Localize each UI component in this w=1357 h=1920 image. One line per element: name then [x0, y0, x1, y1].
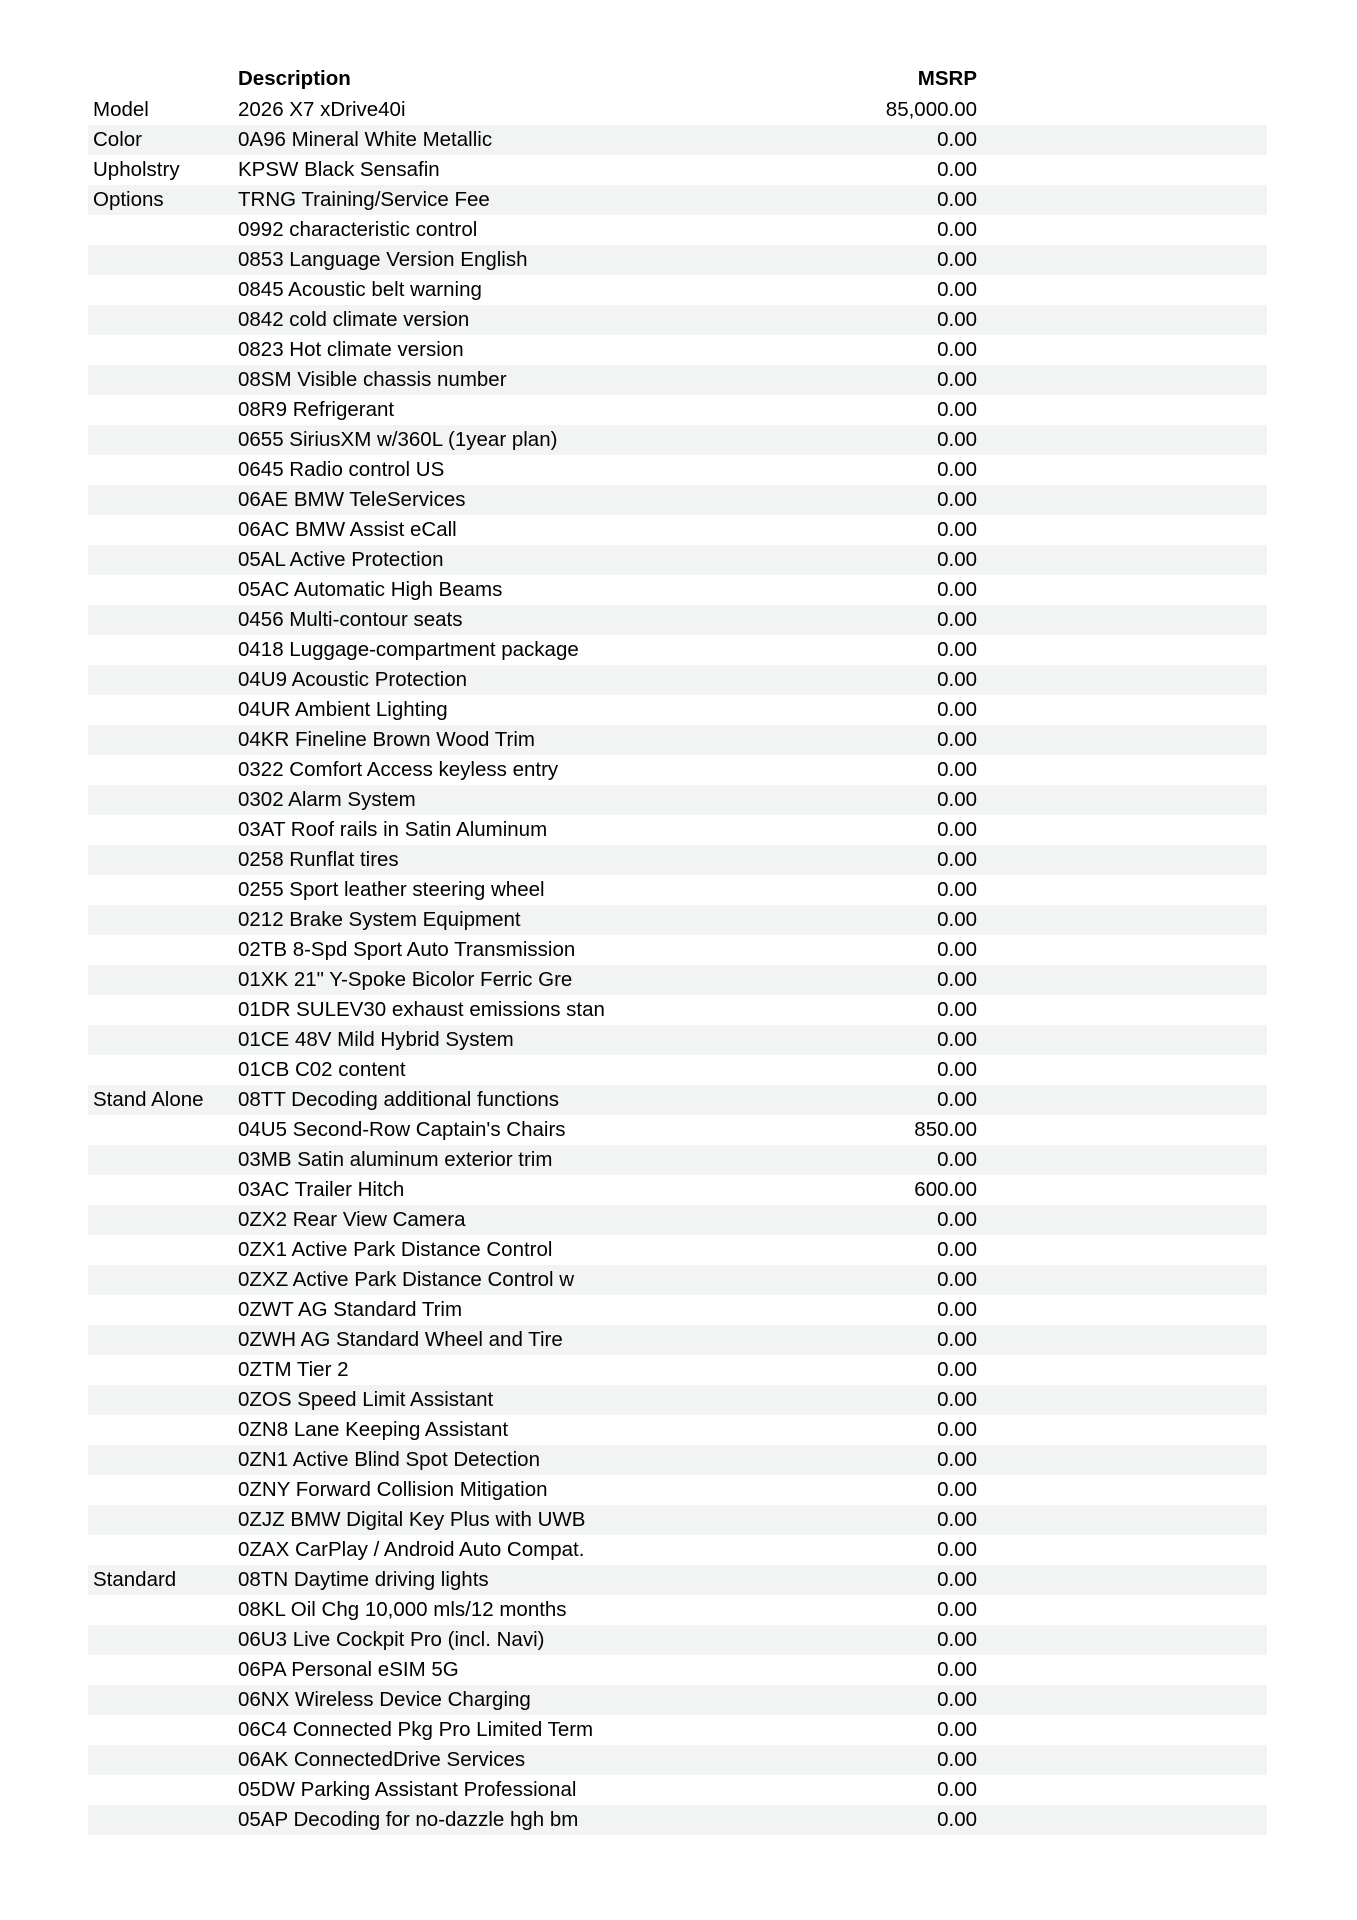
- cell-category: [88, 1805, 238, 1835]
- cell-description: 04KR Fineline Brown Wood Trim: [238, 728, 535, 751]
- cell-description: 06AE BMW TeleServices: [238, 488, 466, 511]
- cell-filler: [977, 1205, 1267, 1235]
- cell-filler: [977, 1595, 1267, 1625]
- column-header-category: [88, 63, 238, 95]
- cell-msrp: 0.00: [937, 1598, 977, 1621]
- cell-filler: [977, 845, 1267, 875]
- cell-filler: [977, 635, 1267, 665]
- cell-filler: [977, 95, 1267, 125]
- cell-category: [88, 275, 238, 305]
- cell-msrp: 0.00: [937, 1778, 977, 1801]
- cell-category: [88, 845, 238, 875]
- cell-category: [88, 1355, 238, 1385]
- cell-msrp: 0.00: [937, 398, 977, 421]
- cell-description: 05AP Decoding for no-dazzle hgh bm: [238, 1808, 579, 1831]
- cell-description: 08R9 Refrigerant: [238, 398, 395, 421]
- table-row: [88, 1205, 1267, 1235]
- cell-description: 0ZNY Forward Collision Mitigation: [238, 1478, 548, 1501]
- table-row: [88, 485, 1267, 515]
- table-row: [88, 395, 1267, 425]
- cell-category: [88, 1655, 238, 1685]
- cell-msrp: 0.00: [937, 1688, 977, 1711]
- cell-description: 0ZOS Speed Limit Assistant: [238, 1388, 494, 1411]
- table-row: [88, 1535, 1267, 1565]
- cell-description: 0655 SiriusXM w/360L (1year plan): [238, 428, 558, 451]
- cell-description: 0845 Acoustic belt warning: [238, 278, 482, 301]
- cell-category: Options: [93, 188, 164, 211]
- cell-description: 0212 Brake System Equipment: [238, 908, 521, 931]
- cell-msrp: 0.00: [937, 1508, 977, 1531]
- cell-description: 06PA Personal eSIM 5G: [238, 1658, 459, 1681]
- table-row: [88, 365, 1267, 395]
- cell-msrp: 0.00: [937, 188, 977, 211]
- cell-category: [88, 395, 238, 425]
- table-row: [88, 1325, 1267, 1355]
- cell-msrp: 0.00: [937, 1388, 977, 1411]
- cell-msrp: 0.00: [937, 218, 977, 241]
- table-row: [88, 635, 1267, 665]
- cell-filler: [977, 815, 1267, 845]
- cell-description: 0823 Hot climate version: [238, 338, 464, 361]
- cell-filler: [977, 515, 1267, 545]
- table-row: [88, 245, 1267, 275]
- cell-description: 08SM Visible chassis number: [238, 368, 507, 391]
- cell-filler: [977, 1355, 1267, 1385]
- table-row: [88, 785, 1267, 815]
- cell-filler: [977, 425, 1267, 455]
- table-row: [88, 935, 1267, 965]
- cell-description: 0456 Multi-contour seats: [238, 608, 463, 631]
- cell-msrp: 0.00: [937, 1148, 977, 1171]
- cell-description: 03AT Roof rails in Satin Aluminum: [238, 818, 548, 841]
- cell-filler: [977, 1535, 1267, 1565]
- cell-filler: [977, 725, 1267, 755]
- cell-msrp: 0.00: [937, 1808, 977, 1831]
- cell-description: 01CB C02 content: [238, 1058, 406, 1081]
- cell-msrp: 0.00: [937, 1298, 977, 1321]
- table-row: [88, 1145, 1267, 1175]
- cell-description: 0992 characteristic control: [238, 218, 478, 241]
- cell-msrp: 0.00: [937, 1748, 977, 1771]
- cell-description: 0ZXZ Active Park Distance Control w: [238, 1268, 575, 1291]
- cell-msrp: 0.00: [937, 878, 977, 901]
- cell-description: 0ZX1 Active Park Distance Control: [238, 1238, 553, 1261]
- cell-category: [88, 1505, 238, 1535]
- cell-category: [88, 1535, 238, 1565]
- cell-category: [88, 785, 238, 815]
- cell-category: [88, 605, 238, 635]
- table-row: [88, 1355, 1267, 1385]
- cell-filler: [977, 1745, 1267, 1775]
- cell-description: 0ZN8 Lane Keeping Assistant: [238, 1418, 509, 1441]
- cell-category: [88, 1745, 238, 1775]
- cell-filler: [977, 695, 1267, 725]
- cell-description: 0ZX2 Rear View Camera: [238, 1208, 466, 1231]
- cell-filler: [977, 605, 1267, 635]
- cell-msrp: 0.00: [937, 1208, 977, 1231]
- cell-filler: [977, 1445, 1267, 1475]
- table-row: [88, 1085, 1267, 1115]
- cell-filler: [977, 1235, 1267, 1265]
- cell-filler: [977, 1775, 1267, 1805]
- table-row: [88, 1115, 1267, 1145]
- cell-description: 0322 Comfort Access keyless entry: [238, 758, 559, 781]
- cell-description: 0A96 Mineral White Metallic: [238, 128, 493, 151]
- cell-category: Stand Alone: [93, 1088, 204, 1111]
- cell-msrp: 0.00: [937, 938, 977, 961]
- cell-category: [88, 455, 238, 485]
- cell-category: [88, 1385, 238, 1415]
- cell-category: [88, 335, 238, 365]
- cell-msrp: 0.00: [937, 548, 977, 571]
- table-row: [88, 125, 1267, 155]
- cell-msrp: 600.00: [914, 1178, 977, 1201]
- cell-description: 04UR Ambient Lighting: [238, 698, 448, 721]
- cell-category: [88, 215, 238, 245]
- cell-description: 06C4 Connected Pkg Pro Limited Term: [238, 1718, 594, 1741]
- cell-filler: [977, 455, 1267, 485]
- cell-description: 0853 Language Version English: [238, 248, 528, 271]
- cell-filler: [977, 1055, 1267, 1085]
- cell-description: 08KL Oil Chg 10,000 mls/12 months: [238, 1598, 567, 1621]
- cell-category: [88, 515, 238, 545]
- cell-description: 0ZAX CarPlay / Android Auto Compat.: [238, 1538, 585, 1561]
- cell-category: [88, 1625, 238, 1655]
- cell-filler: [977, 485, 1267, 515]
- cell-msrp: 0.00: [937, 1058, 977, 1081]
- cell-filler: [977, 365, 1267, 395]
- cell-msrp: 0.00: [937, 308, 977, 331]
- table-row: [88, 845, 1267, 875]
- cell-filler: [977, 1805, 1267, 1835]
- cell-description: 06NX Wireless Device Charging: [238, 1688, 531, 1711]
- cell-category: [88, 875, 238, 905]
- cell-filler: [977, 905, 1267, 935]
- cell-description: 02TB 8-Spd Sport Auto Transmission: [238, 938, 576, 961]
- table-row: [88, 875, 1267, 905]
- table-row: [88, 665, 1267, 695]
- cell-category: [88, 1115, 238, 1145]
- cell-filler: [977, 1655, 1267, 1685]
- cell-category: [88, 425, 238, 455]
- cell-filler: [977, 1145, 1267, 1175]
- table-row: [88, 1415, 1267, 1445]
- cell-filler: [977, 1115, 1267, 1145]
- cell-description: 08TN Daytime driving lights: [238, 1568, 489, 1591]
- cell-description: 0ZWT AG Standard Trim: [238, 1298, 463, 1321]
- cell-filler: [977, 125, 1267, 155]
- table-row: [88, 575, 1267, 605]
- table-row: [88, 1445, 1267, 1475]
- table-row: [88, 1475, 1267, 1505]
- cell-filler: [977, 1685, 1267, 1715]
- cell-msrp: 0.00: [937, 1358, 977, 1381]
- table-row: [88, 1025, 1267, 1055]
- cell-description: 0645 Radio control US: [238, 458, 445, 481]
- cell-filler: [977, 275, 1267, 305]
- cell-description: 04U5 Second-Row Captain's Chairs: [238, 1118, 566, 1141]
- cell-category: [88, 1775, 238, 1805]
- cell-category: [88, 1145, 238, 1175]
- cell-msrp: 0.00: [937, 158, 977, 181]
- cell-filler: [977, 305, 1267, 335]
- cell-description: 05AC Automatic High Beams: [238, 578, 503, 601]
- cell-filler: [977, 995, 1267, 1025]
- cell-category: [88, 245, 238, 275]
- cell-filler: [977, 935, 1267, 965]
- table-row: [88, 725, 1267, 755]
- cell-msrp: 0.00: [937, 1448, 977, 1471]
- table-row: [88, 215, 1267, 245]
- cell-description: 0255 Sport leather steering wheel: [238, 878, 545, 901]
- cell-description: 0302 Alarm System: [238, 788, 416, 811]
- cell-description: 06AK ConnectedDrive Services: [238, 1748, 526, 1771]
- cell-description: 0418 Luggage-compartment package: [238, 638, 579, 661]
- cell-category: [88, 935, 238, 965]
- cell-category: [88, 755, 238, 785]
- cell-msrp: 0.00: [937, 428, 977, 451]
- cell-msrp: 0.00: [937, 1238, 977, 1261]
- cell-filler: [977, 215, 1267, 245]
- cell-msrp: 0.00: [937, 968, 977, 991]
- cell-filler: [977, 1085, 1267, 1115]
- cell-filler: [977, 1295, 1267, 1325]
- cell-category: [88, 1445, 238, 1475]
- cell-description: KPSW Black Sensafin: [238, 158, 440, 181]
- cell-msrp: 0.00: [937, 998, 977, 1021]
- cell-filler: [977, 245, 1267, 275]
- cell-msrp: 0.00: [937, 248, 977, 271]
- table-row: [88, 1385, 1267, 1415]
- column-header-msrp: MSRP: [917, 67, 977, 90]
- cell-filler: [977, 755, 1267, 785]
- cell-category: [88, 1205, 238, 1235]
- table-row: [88, 995, 1267, 1025]
- table-row: [88, 1505, 1267, 1535]
- table-row: [88, 1805, 1267, 1835]
- cell-filler: [977, 1565, 1267, 1595]
- cell-description: 05AL Active Protection: [238, 548, 444, 571]
- cell-description: 01XK 21" Y-Spoke Bicolor Ferric Gre: [238, 968, 573, 991]
- cell-msrp: 0.00: [937, 1418, 977, 1441]
- cell-category: [88, 725, 238, 755]
- cell-filler: [977, 395, 1267, 425]
- cell-category: [88, 1415, 238, 1445]
- cell-description: 03AC Trailer Hitch: [238, 1178, 405, 1201]
- table-row: [88, 695, 1267, 725]
- cell-description: 06U3 Live Cockpit Pro (incl. Navi): [238, 1628, 545, 1651]
- cell-msrp: 0.00: [937, 1568, 977, 1591]
- cell-msrp: 0.00: [937, 278, 977, 301]
- cell-category: Standard: [93, 1568, 177, 1591]
- cell-filler: [977, 1505, 1267, 1535]
- cell-msrp: 0.00: [937, 488, 977, 511]
- table-row: [88, 1235, 1267, 1265]
- table-row: [88, 1565, 1267, 1595]
- table-row: [88, 185, 1267, 215]
- cell-filler: [977, 1325, 1267, 1355]
- table-row: [88, 815, 1267, 845]
- cell-description: 0842 cold climate version: [238, 308, 470, 331]
- table-row: [88, 305, 1267, 335]
- cell-description: 08TT Decoding additional functions: [238, 1088, 559, 1111]
- cell-description: 06AC BMW Assist eCall: [238, 518, 457, 541]
- cell-msrp: 850.00: [914, 1118, 977, 1141]
- cell-description: 03MB Satin aluminum exterior trim: [238, 1148, 553, 1171]
- header-filler: [977, 63, 1267, 95]
- cell-category: [88, 815, 238, 845]
- table-row: [88, 1265, 1267, 1295]
- cell-filler: [977, 965, 1267, 995]
- table-row: [88, 905, 1267, 935]
- cell-msrp: 0.00: [937, 848, 977, 871]
- cell-msrp: 0.00: [937, 1538, 977, 1561]
- cell-msrp: 0.00: [937, 1088, 977, 1111]
- cell-category: [88, 1175, 238, 1205]
- table-row: [88, 1175, 1267, 1205]
- cell-filler: [977, 1715, 1267, 1745]
- cell-msrp: 0.00: [937, 818, 977, 841]
- cell-category: [88, 365, 238, 395]
- cell-filler: [977, 1475, 1267, 1505]
- cell-category: [88, 665, 238, 695]
- cell-msrp: 0.00: [937, 728, 977, 751]
- table-row: [88, 1745, 1267, 1775]
- cell-description: 01CE 48V Mild Hybrid System: [238, 1028, 514, 1051]
- cell-msrp: 0.00: [937, 1658, 977, 1681]
- cell-category: [88, 545, 238, 575]
- cell-msrp: 0.00: [937, 128, 977, 151]
- cell-description: 0ZN1 Active Blind Spot Detection: [238, 1448, 540, 1471]
- cell-msrp: 0.00: [937, 788, 977, 811]
- cell-msrp: 0.00: [937, 518, 977, 541]
- table-row: [88, 1775, 1267, 1805]
- cell-category: [88, 1595, 238, 1625]
- table-row: [88, 1715, 1267, 1745]
- cell-msrp: 0.00: [937, 368, 977, 391]
- cell-filler: [977, 1025, 1267, 1055]
- table-row: [88, 1595, 1267, 1625]
- cell-filler: [977, 545, 1267, 575]
- cell-filler: [977, 575, 1267, 605]
- cell-category: [88, 305, 238, 335]
- cell-filler: [977, 1415, 1267, 1445]
- table-row: [88, 155, 1267, 185]
- cell-category: [88, 695, 238, 725]
- cell-description: 05DW Parking Assistant Professional: [238, 1778, 577, 1801]
- table-row: [88, 965, 1267, 995]
- cell-msrp: 0.00: [937, 578, 977, 601]
- cell-msrp: 0.00: [937, 1718, 977, 1741]
- cell-description: TRNG Training/Service Fee: [238, 188, 490, 211]
- table-row: [88, 335, 1267, 365]
- table-row: [88, 605, 1267, 635]
- cell-msrp: 0.00: [937, 1478, 977, 1501]
- cell-category: [88, 995, 238, 1025]
- cell-msrp: 0.00: [937, 908, 977, 931]
- cell-msrp: 0.00: [937, 638, 977, 661]
- vehicle-option-table: [88, 63, 1267, 1835]
- cell-msrp: 0.00: [937, 1028, 977, 1051]
- table-row: [88, 515, 1267, 545]
- cell-category: [88, 1715, 238, 1745]
- cell-msrp: 0.00: [937, 1628, 977, 1651]
- table-row: [88, 545, 1267, 575]
- cell-category: [88, 1685, 238, 1715]
- cell-category: Model: [93, 98, 149, 121]
- cell-description: 0ZTM Tier 2: [238, 1358, 349, 1381]
- cell-msrp: 0.00: [937, 458, 977, 481]
- table-row: [88, 1295, 1267, 1325]
- cell-description: 0ZWH AG Standard Wheel and Tire: [238, 1328, 563, 1351]
- cell-category: [88, 575, 238, 605]
- cell-category: [88, 1325, 238, 1355]
- cell-msrp: 0.00: [937, 1268, 977, 1291]
- cell-category: [88, 1295, 238, 1325]
- table-row: [88, 1625, 1267, 1655]
- cell-filler: [977, 1385, 1267, 1415]
- cell-msrp: 85,000.00: [885, 98, 977, 121]
- table-row: [88, 455, 1267, 485]
- cell-category: [88, 485, 238, 515]
- table-header-row: [88, 63, 1267, 95]
- table-row: [88, 425, 1267, 455]
- cell-category: Upholstry: [93, 158, 180, 181]
- cell-msrp: 0.00: [937, 698, 977, 721]
- cell-category: [88, 905, 238, 935]
- cell-description: 01DR SULEV30 exhaust emissions stan: [238, 998, 605, 1021]
- cell-msrp: 0.00: [937, 338, 977, 361]
- cell-category: [88, 635, 238, 665]
- cell-description: 2026 X7 xDrive40i: [238, 98, 406, 121]
- cell-filler: [977, 1625, 1267, 1655]
- cell-category: [88, 1025, 238, 1055]
- table-row: [88, 755, 1267, 785]
- table-row: [88, 1655, 1267, 1685]
- table-row: [88, 95, 1267, 125]
- cell-category: [88, 1235, 238, 1265]
- cell-category: [88, 1055, 238, 1085]
- cell-category: [88, 1265, 238, 1295]
- table-row: [88, 275, 1267, 305]
- table-row: [88, 1685, 1267, 1715]
- column-header-description: Description: [238, 67, 351, 90]
- cell-filler: [977, 875, 1267, 905]
- cell-msrp: 0.00: [937, 1328, 977, 1351]
- cell-filler: [977, 1265, 1267, 1295]
- cell-category: Color: [93, 128, 142, 151]
- cell-msrp: 0.00: [937, 608, 977, 631]
- cell-description: 0258 Runflat tires: [238, 848, 399, 871]
- cell-description: 04U9 Acoustic Protection: [238, 668, 468, 691]
- table-body: [88, 95, 1267, 1835]
- cell-filler: [977, 1175, 1267, 1205]
- cell-category: [88, 965, 238, 995]
- cell-filler: [977, 185, 1267, 215]
- table-row: [88, 1055, 1267, 1085]
- cell-filler: [977, 155, 1267, 185]
- cell-category: [88, 1475, 238, 1505]
- cell-filler: [977, 665, 1267, 695]
- cell-filler: [977, 785, 1267, 815]
- cell-msrp: 0.00: [937, 668, 977, 691]
- cell-filler: [977, 335, 1267, 365]
- cell-description: 0ZJZ BMW Digital Key Plus with UWB: [238, 1508, 586, 1531]
- cell-msrp: 0.00: [937, 758, 977, 781]
